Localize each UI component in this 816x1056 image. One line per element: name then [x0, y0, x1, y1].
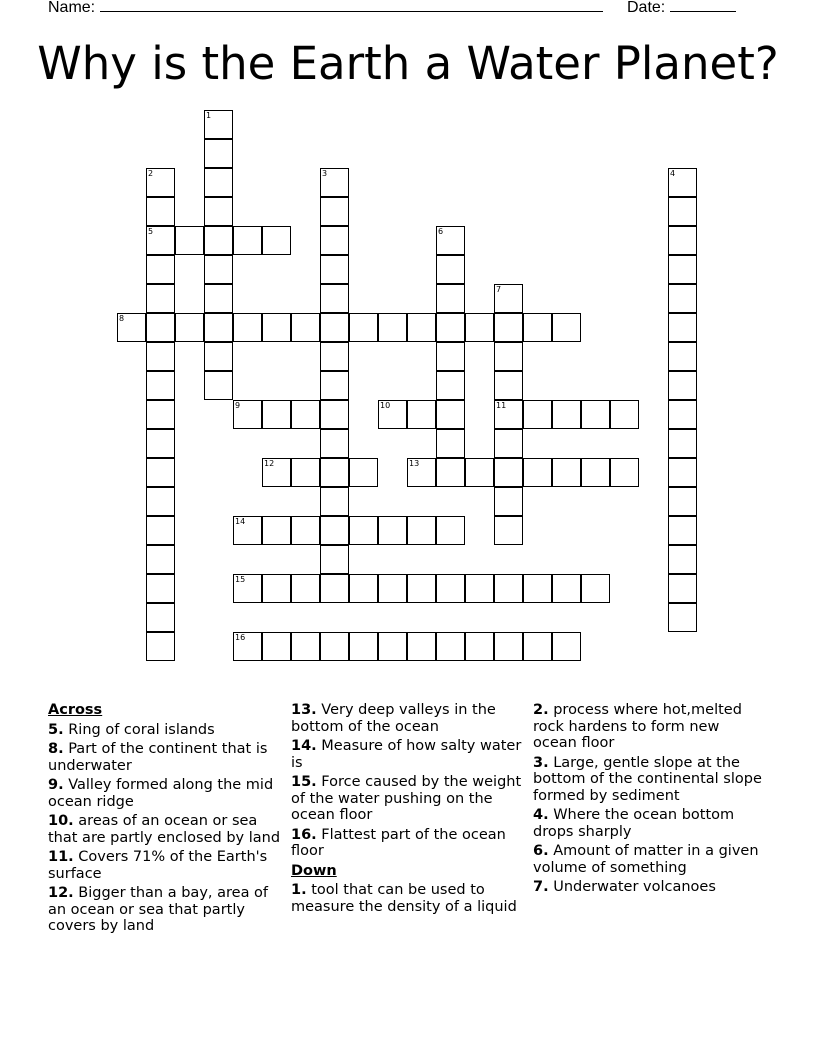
clue-item [533, 807, 767, 840]
crossword-cell[interactable] [204, 226, 233, 255]
crossword-cell[interactable] [204, 371, 233, 400]
crossword-cell[interactable] [436, 226, 465, 255]
crossword-cell[interactable] [146, 487, 175, 516]
crossword-cell[interactable] [523, 458, 552, 487]
clue-item [48, 722, 282, 739]
crossword-cell[interactable] [320, 342, 349, 371]
clue-number: 2. [533, 702, 549, 718]
crossword-cell[interactable] [668, 429, 697, 458]
crossword-cell[interactable] [146, 197, 175, 226]
crossword-cell[interactable] [233, 226, 262, 255]
clue-number: 3. [533, 754, 549, 771]
clue-item [291, 774, 525, 824]
clue-number: 14. [291, 738, 317, 754]
crossword-cell[interactable] [320, 632, 349, 661]
crossword-cell[interactable] [436, 284, 465, 313]
crossword-cell[interactable] [320, 371, 349, 400]
cell-number: 5 [148, 227, 154, 236]
crossword-cell[interactable] [436, 400, 465, 429]
cell-number: 6 [438, 227, 444, 236]
crossword-cell[interactable] [291, 400, 320, 429]
crossword-cell[interactable] [320, 545, 349, 574]
clue-number: 13. [291, 702, 317, 718]
crossword-cell[interactable] [465, 458, 494, 487]
crossword-cell[interactable] [349, 458, 378, 487]
crossword-cell[interactable] [552, 458, 581, 487]
crossword-cell[interactable] [320, 574, 349, 603]
crossword-cell[interactable] [320, 197, 349, 226]
crossword-cell[interactable] [494, 400, 523, 429]
crossword-cell[interactable] [552, 400, 581, 429]
crossword-cell[interactable] [494, 458, 523, 487]
date-label: Date: [627, 0, 666, 16]
crossword-cell[interactable] [436, 371, 465, 400]
clue-number: 9. [48, 777, 64, 793]
crossword-cell[interactable] [146, 284, 175, 313]
clue-text: Underwater volcanoes [548, 879, 716, 895]
crossword-cell[interactable] [523, 313, 552, 342]
crossword-cell[interactable] [146, 313, 175, 342]
clue-text: Large, gentle slope at the bottom of the continental slope formed by sediment [533, 754, 762, 804]
cell-number: 3 [322, 169, 328, 178]
crossword-cell[interactable] [581, 574, 610, 603]
down-heading: Down [291, 862, 337, 879]
page-title: Why is the Earth a Water Planet? [37, 37, 779, 90]
crossword-cell[interactable] [407, 313, 436, 342]
crossword-cell[interactable] [668, 400, 697, 429]
clue-item [533, 755, 767, 805]
clue-item [533, 702, 767, 752]
crossword-cell[interactable] [291, 516, 320, 545]
cell-number: 14 [235, 517, 246, 526]
clues-column-1 [48, 702, 282, 938]
crossword-cell[interactable] [175, 226, 204, 255]
cell-number: 1 [206, 111, 212, 120]
crossword-cell[interactable] [668, 226, 697, 255]
crossword-cell[interactable] [204, 313, 233, 342]
crossword-cell[interactable] [407, 632, 436, 661]
crossword-cell[interactable] [610, 458, 639, 487]
clue-text: Covers 71% of the Earth's surface [48, 849, 268, 882]
cell-number: 15 [235, 575, 246, 584]
clue-item [48, 849, 282, 882]
crossword-cell[interactable] [668, 516, 697, 545]
clue-text: Amount of matter in a given volume of something [533, 843, 759, 876]
crossword-cell[interactable] [378, 574, 407, 603]
crossword-cell[interactable] [407, 516, 436, 545]
clue-text: Bigger than a bay, area of an ocean or sea that partly covers by land [48, 885, 269, 934]
crossword-cell[interactable] [668, 574, 697, 603]
crossword-cell[interactable] [204, 168, 233, 197]
crossword-cell[interactable] [291, 574, 320, 603]
cell-number: 2 [148, 169, 154, 178]
clue-item [48, 741, 282, 774]
clue-text: Very deep valleys in the bottom of the ocean [291, 702, 496, 735]
crossword-cell[interactable] [262, 400, 291, 429]
crossword-cell[interactable] [320, 313, 349, 342]
crossword-cell[interactable] [117, 313, 146, 342]
crossword-cell[interactable] [581, 400, 610, 429]
crossword-cell[interactable] [146, 400, 175, 429]
cell-number: 11 [496, 401, 507, 410]
crossword-cell[interactable] [523, 632, 552, 661]
cell-number: 4 [670, 169, 676, 178]
clue-number: 4. [533, 807, 549, 823]
crossword-cell[interactable] [175, 313, 204, 342]
crossword-cell[interactable] [668, 545, 697, 574]
clue-text: areas of an ocean or sea that are partly enclosed by land [48, 813, 281, 846]
crossword-cell[interactable] [494, 429, 523, 458]
crossword-cell[interactable] [436, 458, 465, 487]
crossword-cell[interactable] [494, 342, 523, 371]
crossword-cell[interactable] [291, 458, 320, 487]
crossword-cell[interactable] [378, 632, 407, 661]
crossword-cell[interactable] [320, 429, 349, 458]
cell-number: 10 [380, 401, 391, 410]
cell-number: 16 [235, 633, 246, 642]
crossword-cell[interactable] [494, 371, 523, 400]
clue-item [291, 827, 525, 860]
crossword-cell[interactable] [494, 284, 523, 313]
crossword-cell[interactable] [320, 255, 349, 284]
crossword-cell[interactable] [668, 371, 697, 400]
crossword-cell[interactable] [407, 458, 436, 487]
clue-number: 10. [48, 813, 74, 829]
crossword-cell[interactable] [146, 168, 175, 197]
clue-text: Flattest part of the ocean floor [291, 826, 506, 859]
clue-item [48, 813, 282, 846]
crossword-cell[interactable] [146, 371, 175, 400]
crossword-cell[interactable] [320, 168, 349, 197]
clue-text: Part of the continent that is underwater [48, 741, 268, 774]
clue-item [291, 882, 525, 915]
crossword-cell[interactable] [668, 284, 697, 313]
clue-text: Measure of how salty water is [291, 738, 522, 771]
crossword-cell[interactable] [668, 458, 697, 487]
crossword-cell[interactable] [494, 313, 523, 342]
clue-text: Ring of coral islands [63, 721, 215, 738]
crossword-cell[interactable] [581, 458, 610, 487]
crossword-cell[interactable] [146, 226, 175, 255]
crossword-cell[interactable] [668, 487, 697, 516]
crossword-cell[interactable] [291, 632, 320, 661]
crossword-cell[interactable] [146, 632, 175, 661]
crossword-cell[interactable] [320, 284, 349, 313]
crossword-cell[interactable] [465, 632, 494, 661]
clue-item [291, 702, 525, 735]
cell-number: 13 [409, 459, 420, 468]
clue-number: 8. [48, 741, 64, 757]
clue-number: 15. [291, 774, 317, 790]
crossword-cell[interactable] [436, 516, 465, 545]
crossword-cell[interactable] [494, 574, 523, 603]
clue-number: 16. [291, 826, 317, 843]
crossword-cell[interactable] [204, 197, 233, 226]
across-heading: Across [48, 702, 103, 718]
crossword-cell[interactable] [407, 400, 436, 429]
clue-text: Valley formed along the mid ocean ridge [48, 777, 274, 810]
crossword-cell[interactable] [262, 226, 291, 255]
crossword-cell[interactable] [320, 516, 349, 545]
crossword-cell[interactable] [146, 429, 175, 458]
clue-text: Where the ocean bottom drops sharply [533, 807, 735, 840]
crossword-cell[interactable] [262, 313, 291, 342]
crossword-cell[interactable] [494, 516, 523, 545]
crossword-cell[interactable] [320, 487, 349, 516]
cell-number: 9 [235, 401, 241, 410]
crossword-cell[interactable] [494, 632, 523, 661]
clue-item [48, 885, 282, 935]
crossword-cell[interactable] [552, 574, 581, 603]
crossword-cell[interactable] [436, 342, 465, 371]
clues-column-2 [291, 702, 525, 918]
cell-number: 7 [496, 285, 502, 294]
crossword-cell[interactable] [436, 429, 465, 458]
crossword-cell[interactable] [204, 342, 233, 371]
crossword-cell[interactable] [262, 632, 291, 661]
name-label: Name: [48, 0, 96, 16]
crossword-cell[interactable] [552, 632, 581, 661]
crossword-cell[interactable] [523, 574, 552, 603]
crossword-cell[interactable] [378, 313, 407, 342]
crossword-cell[interactable] [204, 139, 233, 168]
crossword-cell[interactable] [262, 516, 291, 545]
crossword-cell[interactable] [204, 255, 233, 284]
clue-item [291, 738, 525, 771]
crossword-cell[interactable] [146, 342, 175, 371]
crossword-cell[interactable] [233, 574, 262, 603]
crossword-cell[interactable] [378, 400, 407, 429]
crossword-cell[interactable] [146, 458, 175, 487]
crossword-cell[interactable] [523, 400, 552, 429]
crossword-cell[interactable] [378, 516, 407, 545]
cell-number: 12 [264, 459, 275, 468]
crossword-cell[interactable] [146, 516, 175, 545]
clues-column-3 [533, 702, 767, 899]
cell-number: 8 [119, 314, 125, 323]
clue-number: 5. [48, 721, 64, 738]
clue-item [533, 843, 767, 876]
crossword-cell[interactable] [233, 313, 262, 342]
crossword-cell[interactable] [436, 313, 465, 342]
crossword-cell[interactable] [262, 574, 291, 603]
clue-number: 12. [48, 885, 74, 901]
clue-number: 6. [533, 843, 549, 859]
crossword-cell[interactable] [465, 574, 494, 603]
crossword-cell[interactable] [465, 313, 494, 342]
crossword-cell[interactable] [436, 574, 465, 603]
clue-item [533, 879, 767, 896]
crossword-cell[interactable] [349, 313, 378, 342]
crossword-cell[interactable] [204, 284, 233, 313]
crossword-cell[interactable] [668, 197, 697, 226]
crossword-cell[interactable] [233, 632, 262, 661]
crossword-cell[interactable] [262, 458, 291, 487]
crossword-cell[interactable] [349, 516, 378, 545]
crossword-cell[interactable] [407, 574, 436, 603]
crossword-cell[interactable] [610, 400, 639, 429]
clue-number: 11. [48, 849, 74, 865]
crossword-cell[interactable] [146, 574, 175, 603]
crossword-cell[interactable] [233, 516, 262, 545]
crossword-cell[interactable] [146, 603, 175, 632]
crossword-cell[interactable] [436, 255, 465, 284]
crossword-cell[interactable] [552, 313, 581, 342]
clue-text: process where hot,melted rock hardens to form new ocean floor [533, 702, 742, 751]
crossword-cell[interactable] [320, 458, 349, 487]
crossword-cell[interactable] [349, 574, 378, 603]
clue-text: tool that can be used to measure the density of a liquid [291, 882, 517, 915]
crossword-cell[interactable] [668, 603, 697, 632]
clue-item [48, 777, 282, 810]
crossword-cell[interactable] [320, 400, 349, 429]
crossword-cell[interactable] [668, 313, 697, 342]
crossword-cell[interactable] [668, 168, 697, 197]
crossword-cell[interactable] [494, 487, 523, 516]
crossword-cell[interactable] [146, 545, 175, 574]
crossword-cell[interactable] [436, 632, 465, 661]
crossword-cell[interactable] [204, 110, 233, 139]
crossword-cell[interactable] [668, 255, 697, 284]
clue-number: 7. [533, 879, 549, 895]
crossword-cell[interactable] [668, 342, 697, 371]
crossword-cell[interactable] [320, 226, 349, 255]
clue-number: 1. [291, 882, 307, 898]
crossword-cell[interactable] [349, 632, 378, 661]
clue-text: Force caused by the weight of the water pushing on the ocean floor [291, 774, 522, 823]
crossword-cell[interactable] [233, 400, 262, 429]
crossword-cell[interactable] [291, 313, 320, 342]
crossword-cell[interactable] [146, 255, 175, 284]
